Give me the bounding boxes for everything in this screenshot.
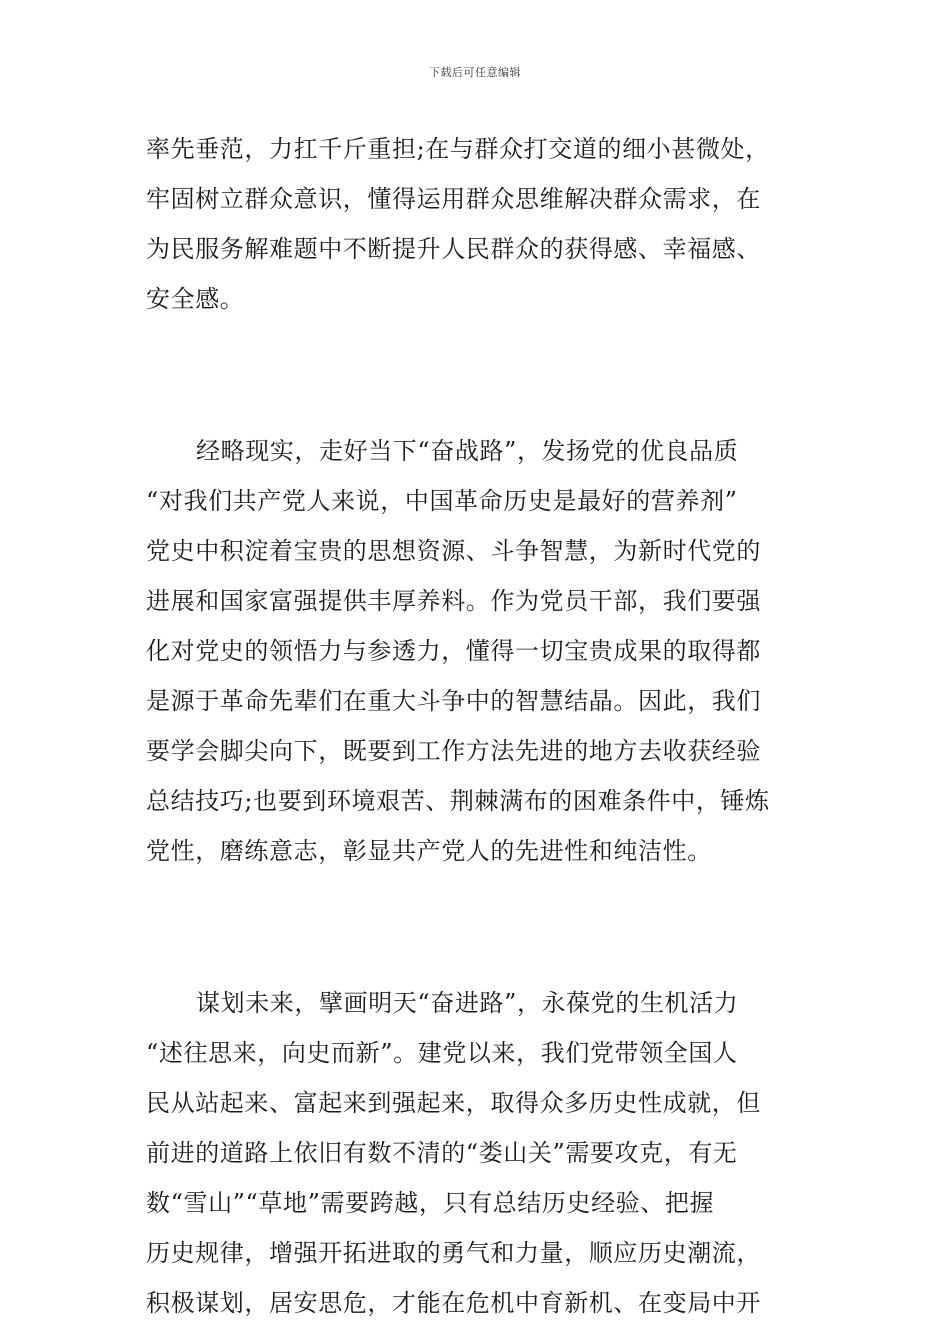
text-line: “对我们共产党人来说，中国革命历史是最好的营养剂” [146, 487, 738, 515]
text-line: 前进的道路上依旧有数不清的“娄山关”需要攻克，有无 [146, 1139, 738, 1167]
text-line: 党史中积淀着宝贵的思想资源、斗争智慧，为新时代党的 [146, 537, 761, 565]
text-line: 谋划未来，擘画明天“奋进路”，永葆党的生机活力 [196, 989, 739, 1017]
text-line: 为民服务解难题中不断提升人民群众的获得感、幸福感、 [146, 235, 761, 263]
text-line: 化对党史的领悟力与参透力，懂得一切宝贵成果的取得都 [146, 637, 761, 665]
paragraph-gap [146, 876, 826, 978]
text-line: “述往思来，向史而新”。建党以来，我们党带领全国人 [146, 1039, 738, 1067]
text-line: 是源于革命先辈们在重大斗争中的智慧结晶。因此，我们 [146, 687, 761, 715]
paragraph-3 [146, 978, 826, 1328]
text-line: 进展和国家富强提供丰厚养料。作为党员干部，我们要强 [146, 587, 761, 615]
paragraph-2 [146, 426, 826, 876]
text-line: 民从站起来、富起来到强起来，取得众多历史性成就，但 [146, 1089, 761, 1117]
page-header: 下载后可任意编辑 [429, 66, 521, 79]
text-line: 历史规律，增强开拓进取的勇气和力量，顺应历史潮流， [146, 1239, 761, 1267]
paragraph-gap [146, 324, 826, 426]
text-line: 率先垂范，力扛千斤重担;在与群众打交道的细小甚微处， [146, 135, 770, 163]
text-line: 要学会脚尖向下，既要到工作方法先进的地方去收获经验 [146, 737, 761, 765]
text-line: 经略现实，走好当下“奋战路”，发扬党的优良品质 [196, 437, 739, 465]
text-line: 数“雪山”“草地”需要跨越，只有总结历史经验、把握 [146, 1189, 715, 1217]
text-line: 党性，磨练意志，彰显共产党人的先进性和纯洁性。 [146, 837, 712, 865]
text-line: 安全感。 [146, 285, 245, 313]
text-line: 积极谋划，居安思危，才能在危机中育新机、在变局中开 [146, 1289, 761, 1317]
document-body [146, 124, 826, 1328]
paragraph-1 [146, 124, 826, 324]
text-line: 总结技巧;也要到环境艰苦、荆棘满布的困难条件中，锤炼 [146, 787, 770, 815]
text-line: 牢固树立群众意识，懂得运用群众思维解决群众需求，在 [146, 185, 761, 213]
